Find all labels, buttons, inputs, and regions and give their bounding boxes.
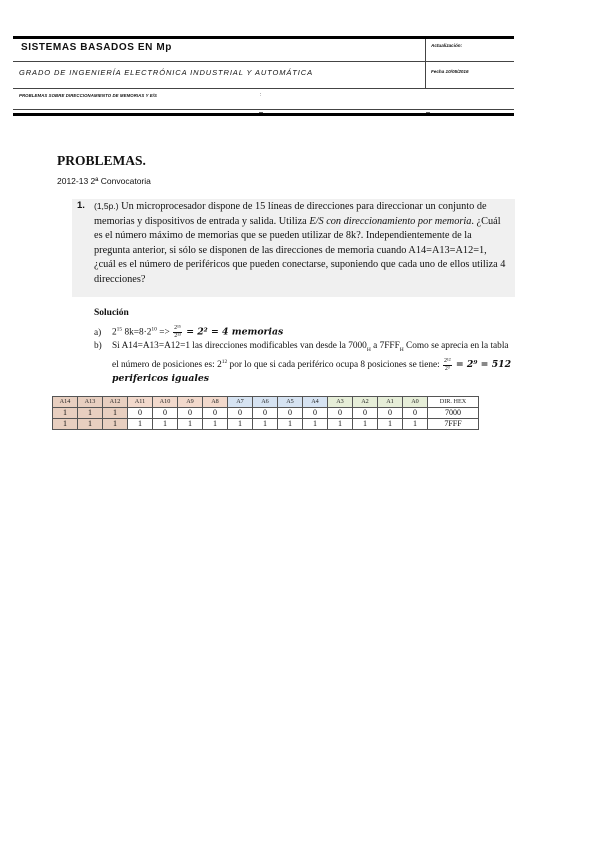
solution-a-exp2: 10 xyxy=(151,326,157,333)
solution-b xyxy=(94,340,514,385)
solution-b-text-part: a 7FFF xyxy=(370,341,400,351)
solution-b-label: b) xyxy=(94,341,102,351)
convocatoria: 2012-13 2ª Convocatoria xyxy=(57,176,151,186)
header-tick xyxy=(426,112,430,113)
question-text-part: Un microprocesador dispone de 15 líneas de direcciones para direccionar un conjunto de memorias y dispositivos de entrada y salida. Utiliza xyxy=(94,201,487,227)
table-header-cell: A7 xyxy=(228,397,253,408)
table-header-cell: A6 xyxy=(253,397,278,408)
solution-b-text-part: Como se apreciа en la tabla el número de posiciones es: 2 xyxy=(112,341,509,371)
table-cell: 1 xyxy=(153,419,178,430)
fraction-denominator: 2¹³ xyxy=(174,333,181,339)
fraction-denominator: 2³ xyxy=(444,365,450,372)
solution-a xyxy=(94,325,514,340)
fraction-numerator: 2¹² xyxy=(444,357,451,364)
solution-b-text xyxy=(112,340,514,385)
table-cell: 1 xyxy=(278,419,303,430)
table-header-cell: A4 xyxy=(303,397,328,408)
table-cell: 1 xyxy=(128,419,153,430)
table-cell: 1 xyxy=(328,419,353,430)
hex-subscript: H xyxy=(399,346,404,353)
course-title: SISTEMAS BASADOS EN Mp xyxy=(21,42,172,53)
solution-a-mid: 8k=8·2 xyxy=(122,327,152,338)
table-cell: 0 xyxy=(253,408,278,419)
solution-a-result: = 2² = 4 memorias xyxy=(182,326,284,338)
header-top-rule xyxy=(13,36,514,39)
solution-b-row xyxy=(94,340,514,385)
table-cell: 1 xyxy=(53,408,78,419)
table-cell: 0 xyxy=(403,408,428,419)
hex-subscript: H xyxy=(366,346,371,353)
table-cell: 0 xyxy=(128,408,153,419)
table-header-cell: A0 xyxy=(403,397,428,408)
table-cell: 1 xyxy=(53,419,78,430)
table-header-cell: A9 xyxy=(178,397,203,408)
table-cell: 1 xyxy=(78,408,103,419)
document-header xyxy=(13,36,514,116)
table-header-cell: A13 xyxy=(78,397,103,408)
table-cell: 1 xyxy=(203,419,228,430)
table-header-cell: A14 xyxy=(53,397,78,408)
question-points: (1,5p.) xyxy=(94,201,119,211)
question-text-italic: E/S con direccionamiento por memoria xyxy=(309,215,472,227)
header-tick xyxy=(259,112,263,113)
topic-line: PROBLEMAS SOBRE DIRECCIONAMIENTO DE MEMORIAS Y E/S xyxy=(19,93,157,98)
table-cell: 1 xyxy=(403,419,428,430)
table-header-cell: A5 xyxy=(278,397,303,408)
table-header-cell: A8 xyxy=(203,397,228,408)
question-text-part: . ¿Cuál es el número máximo de memorias que se pueden utilizar de 8k?. Independientemente de la pregunta anterior, si sólo se disponen de las direcciones de memoria cuando A14=A13=A12=1, ¿cuál es el número de periféricos que pueden conectarse, suponiendo que cada uno de ellos utiliza 4 direcciones? xyxy=(94,215,506,285)
table-header-cell: A10 xyxy=(153,397,178,408)
solution-a-arrow: => xyxy=(156,327,170,338)
table-cell: 7000 xyxy=(428,408,479,419)
header-rule xyxy=(13,88,514,89)
header-rule xyxy=(13,109,514,110)
table-cell: 0 xyxy=(203,408,228,419)
topic-colon: : xyxy=(260,92,262,98)
solution-b-result: = 2⁹ = 512 perifericos iguales xyxy=(112,359,512,384)
table-header-cell: A3 xyxy=(328,397,353,408)
table-header-cell: DIR. HEX xyxy=(428,397,479,408)
solution-a-fraction xyxy=(173,325,182,340)
table-cell: 1 xyxy=(353,419,378,430)
table-cell: 1 xyxy=(78,419,103,430)
header-rule xyxy=(13,61,514,62)
table-cell: 1 xyxy=(303,419,328,430)
question-number: 1. xyxy=(77,200,85,211)
table-header-cell: A2 xyxy=(353,397,378,408)
address-table xyxy=(52,396,479,430)
table-cell: 0 xyxy=(353,408,378,419)
page-title: PROBLEMAS. xyxy=(57,153,146,168)
address-table-body xyxy=(53,397,479,430)
table-cell: 7FFF xyxy=(428,419,479,430)
question-text xyxy=(94,199,506,288)
solution-b-text-part: por lo que si cada periférico ocupa 8 posiciones se tiene: xyxy=(227,360,443,371)
table-cell: 0 xyxy=(228,408,253,419)
table-row xyxy=(53,408,479,419)
table-cell: 1 xyxy=(378,419,403,430)
header-divider xyxy=(425,39,426,89)
table-cell: 1 xyxy=(103,408,128,419)
table-header-cell: A1 xyxy=(378,397,403,408)
table-cell: 0 xyxy=(178,408,203,419)
solution-a-base: 2 xyxy=(112,327,117,338)
table-row xyxy=(53,419,479,430)
solution-heading: Solución xyxy=(94,308,129,318)
date-label: Fecha 10/05/2016 xyxy=(431,69,469,74)
fraction-numerator: 2¹⁵ xyxy=(174,325,181,331)
degree-name: GRADO DE INGENIERÍA ELECTRÓNICA INDUSTRIAL Y AUTOMÁTICA xyxy=(19,68,313,77)
table-header-cell: A11 xyxy=(128,397,153,408)
table-cell: 1 xyxy=(228,419,253,430)
solution-b-fraction xyxy=(443,358,452,373)
solution-a-label: a) xyxy=(94,327,102,338)
table-cell: 1 xyxy=(103,419,128,430)
solution-a-exp: 15 xyxy=(116,326,123,333)
update-label: Actualización: xyxy=(431,43,463,48)
table-cell: 0 xyxy=(328,408,353,419)
table-header-cell: A12 xyxy=(103,397,128,408)
table-cell: 0 xyxy=(303,408,328,419)
table-header-row xyxy=(53,397,479,408)
table-cell: 0 xyxy=(153,408,178,419)
table-cell: 0 xyxy=(278,408,303,419)
table-cell: 1 xyxy=(178,419,203,430)
solution-b-exp: 12 xyxy=(221,359,228,366)
solution-b-text-part: Si A14=A13=A12=1 las direcciones modificables van desde la 7000 xyxy=(112,341,367,351)
table-cell: 0 xyxy=(378,408,403,419)
table-cell: 1 xyxy=(253,419,278,430)
header-bottom-rule xyxy=(13,113,514,116)
